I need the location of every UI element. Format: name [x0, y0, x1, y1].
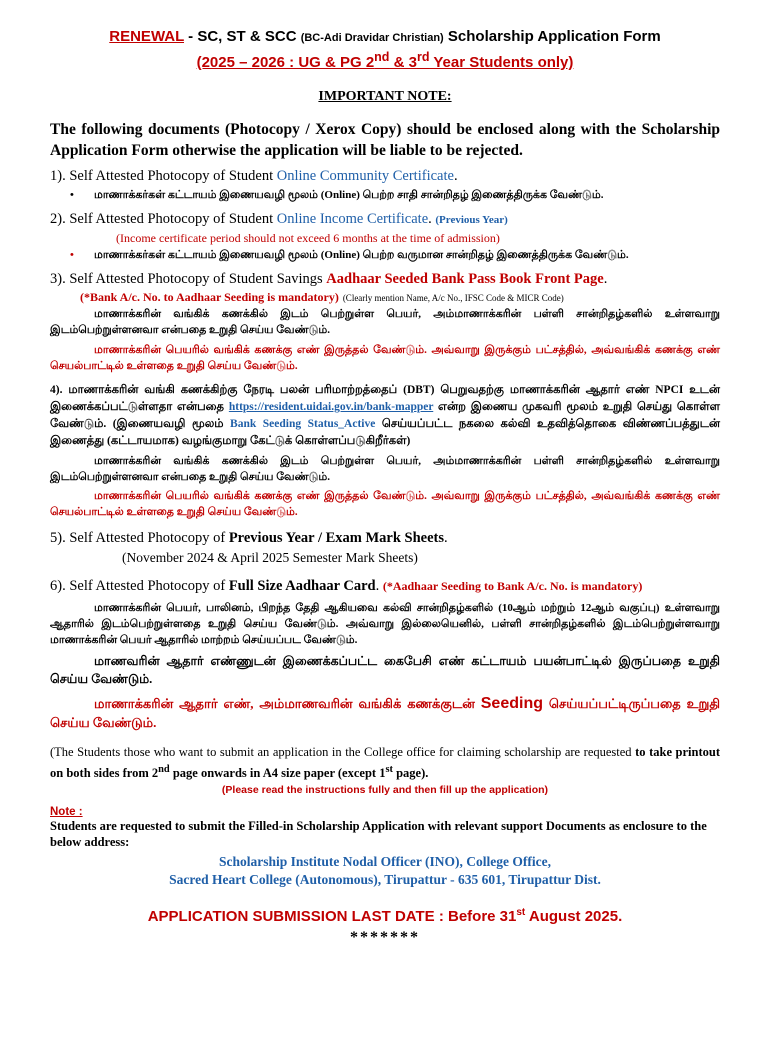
item3-tamil-2: மாணாக்கரின் பெயரில் வங்கிக் கணக்கு எண் இருத்தல் வேண்டும். அவ்வாறு இருக்கும் பட்சத்தில், அவ்வங்கிக் கணக்கு எண் செயல்பாட்டில் உள்ளதை உறுதி செய்ய வேண்டும்.: [50, 344, 720, 372]
mark-sheets-period: (November 2024 & April 2025 Semester Mark Sheets): [122, 550, 418, 565]
bank-mapper-link[interactable]: https://resident.uidai.gov.in/bank-mapper: [228, 401, 434, 413]
renewal-label: RENEWAL: [109, 28, 184, 45]
item6-tamil-1: மாணாக்கரின் பெயர், பாலினம், பிறந்த தேதி ஆகியவை கல்வி சான்றிதழ்களில் (10ஆம் மற்றும் 12ஆம் வகுப்பு) உள்ளவாறு ஆதாரில் இடம்பெற்றுள்ளதை உறுதி செய்ய வேண்டும். அவ்வாறு இல்லையெனில், பள்ளி சான்றிதழ்களில் இடம்பெற்றுள்ளவாறு மாணாக்கரின் பெயர் ஆதாரில் மாற்றம் செய்யப்பட வேண்டும்.: [50, 602, 720, 646]
item4-tamil-1: மாணாக்கரின் வங்கிக் கணக்கில் இடம் பெற்றுள்ள பெயர், அம்மாணாக்கரின் பள்ளி சான்றிதழ்களில் உள்ளவாறு இடம்பெற்றுள்ளனவா என்பதை உறுதி செய்ய வேண்டும்.: [50, 455, 720, 483]
read-instructions-note: (Please read the instructions fully and then fill up the application): [221, 784, 549, 797]
item-mark-sheets: 5). Self Attested Photocopy of Previous Year / Exam Mark Sheets.: [50, 530, 448, 546]
income-period-note: (Income certificate period should not exceed 6 months at the time of admission): [116, 231, 500, 245]
item3-tamil-1: மாணாக்கரின் வங்கிக் கணக்கில் இடம் பெற்றுள்ள பெயர், அம்மாணாக்கரின் பள்ளி சான்றிதழ்களில் உள்ளவாறு இடம்பெற்றுள்ளனவா என்பதை உறுதி செய்ய வேண்டும்.: [50, 308, 720, 336]
form-title: RENEWAL - SC, ST & SCC (BC-Adi Dravidar Christian) Scholarship Application Form: [109, 28, 661, 45]
bc-adi-label: (BC-Adi Dravidar Christian): [300, 32, 444, 44]
item-community-certificate: 1). Self Attested Photocopy of Student Online Community Certificate.: [50, 168, 458, 184]
printout-instruction: (The Students those who want to submit an application in the College office for claiming scholarship are requested to take printout on both sides from 2nd page onwards in A4 size paper (except 1st page).: [50, 745, 720, 781]
end-stars: *******: [350, 929, 420, 947]
form-name: Scholarship Application Form: [447, 28, 661, 45]
address-line-1: Scholarship Institute Nodal Officer (INO), College Office,: [219, 854, 551, 870]
category-label: SC, ST & SCC: [197, 28, 297, 45]
note-label: Note :: [50, 806, 83, 819]
item-dbt-npci: 4). மாணாக்கரின் வங்கி கணக்கிற்கு நேரடி பலன் பரிமாற்றத்தைப் (DBT) பெறுவதற்கு மாணாக்கரின் ஆதார் எண் NPCI உடன் இணைக்கப்பட்டுள்ளதா என்பதை https://resident.uidai.gov.in/bank-mapper என்ற இணைய முகவரி மூலம் உறுதி செய்து கொள்ள வேண்டும். (இணையவழி மூலம் Bank Seeding Status_Active செய்யப்பட்ட நகலை கல்வி உதவித்தொகை விண்ணப்பத்துடன் இணைத்து (கட்டாயமாக) வழங்குமாறு கேட்டுக் கொள்ளப்படுகிறீர்கள்): [50, 384, 721, 447]
bank-seeding-note: (*Bank A/c. No. to Aadhaar Seeding is mandatory) (Clearly mention Name, A/c No., IFSC Code & MICR Code): [80, 290, 564, 304]
item6-tamil-2: மாணவரின் ஆதார் எண்ணுடன் இணைக்கப்பட்ட கைபேசி எண் கட்டாயம் பயன்பாட்டில் இருப்பதை உறுதி செய்ய வேண்டும்.: [50, 654, 720, 686]
academic-year-subtitle: (2025 – 2026 : UG & PG 2nd & 3rd Year Students only): [196, 50, 574, 71]
item4-tamil-2: மாணாக்கரின் பெயரில் வங்கிக் கணக்கு எண் இருத்தல் வேண்டும். அவ்வாறு இருக்கும் பட்சத்தில், அவ்வங்கிக் கணக்கு எண் செயல்பாட்டில் உள்ளதை உறுதி செய்ய வேண்டும்.: [50, 490, 720, 518]
item-income-certificate: 2). Self Attested Photocopy of Student Online Income Certificate. (Previous Year): [50, 211, 508, 227]
submission-deadline: APPLICATION SUBMISSION LAST DATE : Before 31st August 2025.: [147, 907, 623, 926]
address-line-2: Sacred Heart College (Autonomous), Tirupattur - 635 601, Tirupattur Dist.: [169, 872, 601, 888]
item2-tamil-bullet: • மாணாக்கர்கள் கட்டாயம் இணையவழி மூலம் (Online) பெற்ற வருமான சான்றிதழ் இணைத்திருக்க வேண்டும்.: [50, 246, 720, 264]
important-note-heading: IMPORTANT NOTE:: [318, 89, 452, 104]
item-bank-passbook: 3). Self Attested Photocopy of Student Savings Aadhaar Seeded Bank Pass Book Front Page.: [50, 271, 608, 287]
document-page: [0, 28, 770, 1052]
intro-paragraph: The following documents (Photocopy / Xerox Copy) should be enclosed along with the Scholarship Application Form otherwise the application will be liable to be rejected.: [50, 121, 720, 159]
item-aadhaar-card: 6). Self Attested Photocopy of Full Size Aadhaar Card. (*Aadhaar Seeding to Bank A/c. No. is mandatory): [50, 578, 643, 594]
item6-tamil-3: மாணாக்கரின் ஆதார் எண், அம்மாணவரின் வங்கிக் கணக்குடன் Seeding செய்யப்பட்டிருப்பதை உறுதி செய்ய வேண்டும்.: [50, 695, 720, 730]
submission-note: Students are requested to submit the Filled-in Scholarship Application with relevant support Documents as enclosure to the below address:: [50, 819, 707, 850]
item1-tamil-bullet: • மாணாக்கர்கள் கட்டாயம் இணையவழி மூலம் (Online) பெற்ற சாதி சான்றிதழ் இணைத்திருக்க வேண்டும்.: [50, 186, 720, 204]
